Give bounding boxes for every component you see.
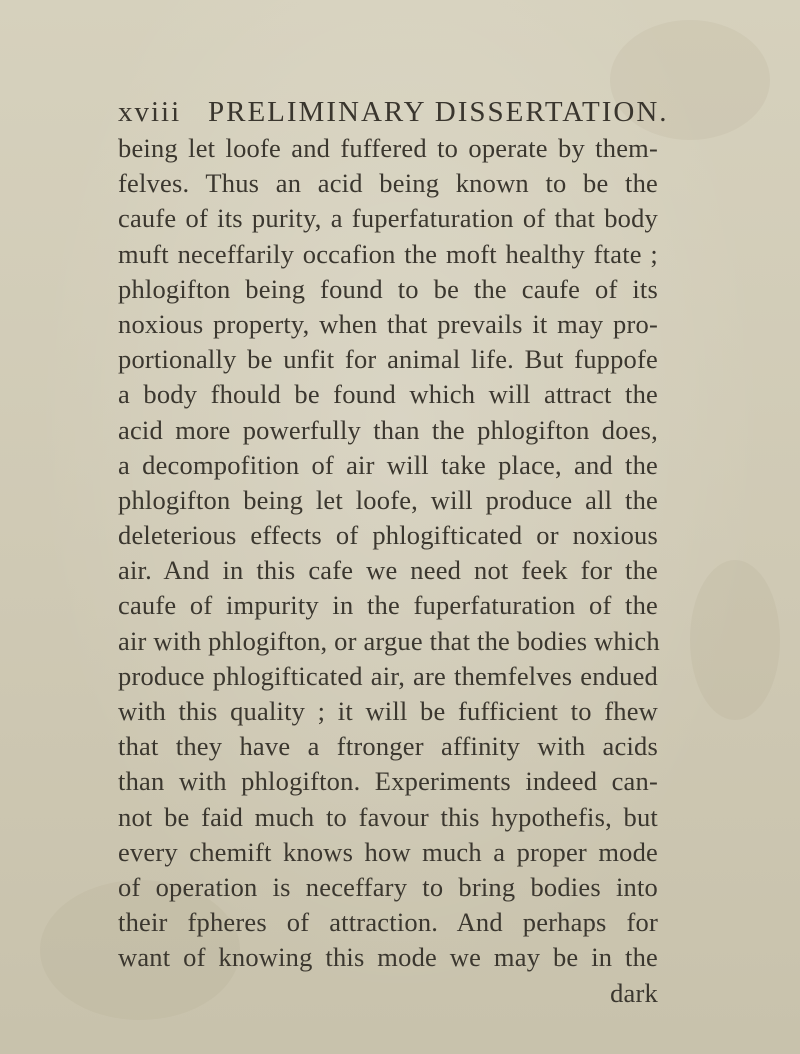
text-line: portionally be unfit for animal life. But fuppofe [118,344,658,375]
text-line: than with phlogifton. Experiments indeed can- [118,766,658,797]
text-line: a body fhould be found which will attract the [118,379,658,410]
text-line: caufe of impurity in the fuperfaturation of the [118,590,658,621]
text-line: produce phlogifticated air, are themfelves endued [118,660,658,691]
paper-stain [690,560,780,720]
running-head [118,96,718,136]
text-line: felves. Thus an acid being known to be the [118,168,658,199]
text-line: with this quality ; it will be fufficient to fhew [118,696,658,726]
text-line: air with phlogifton, or argue that the bodies which [118,625,660,656]
text-line: of operation is neceffary to bring bodies into [118,871,658,902]
text-line: phlogifton being let loofe, will produce all the [118,484,658,515]
text-line: deleterious effects of phlogifticated or noxious [118,520,658,551]
text-line: a decompofition of air will take place, and the [118,449,658,480]
running-title: PRELIMINARY DISSERTATION. [208,96,669,128]
text-line: every chemift knows how much a proper mode [118,836,658,867]
page-number: xviii [118,96,182,128]
text-line: being let loofe and fuffered to operate by them- [118,133,658,163]
text-line: that they have a ftronger affinity with acids [118,731,658,762]
text-line: noxious property, when that prevails it may pro- [118,308,658,339]
catchword: dark [610,977,658,1008]
text-line: their fpheres of attraction. And perhaps for [118,907,658,938]
text-line: not be faid much to favour this hypothefis, but [118,801,658,832]
text-line: want of knowing this mode we may be in the [118,942,658,973]
text-line: phlogifton being found to be the caufe of its [118,273,658,304]
text-line: air. And in this cafe we need not feek for the [118,555,658,586]
text-line: caufe of its purity, a fuperfaturation of that body [118,203,658,234]
text-line: muft neceffarily occafion the moft healthy ftate ; [118,238,658,269]
body-text [118,131,658,1011]
text-line: acid more powerfully than the phlogifton does, [118,414,658,445]
